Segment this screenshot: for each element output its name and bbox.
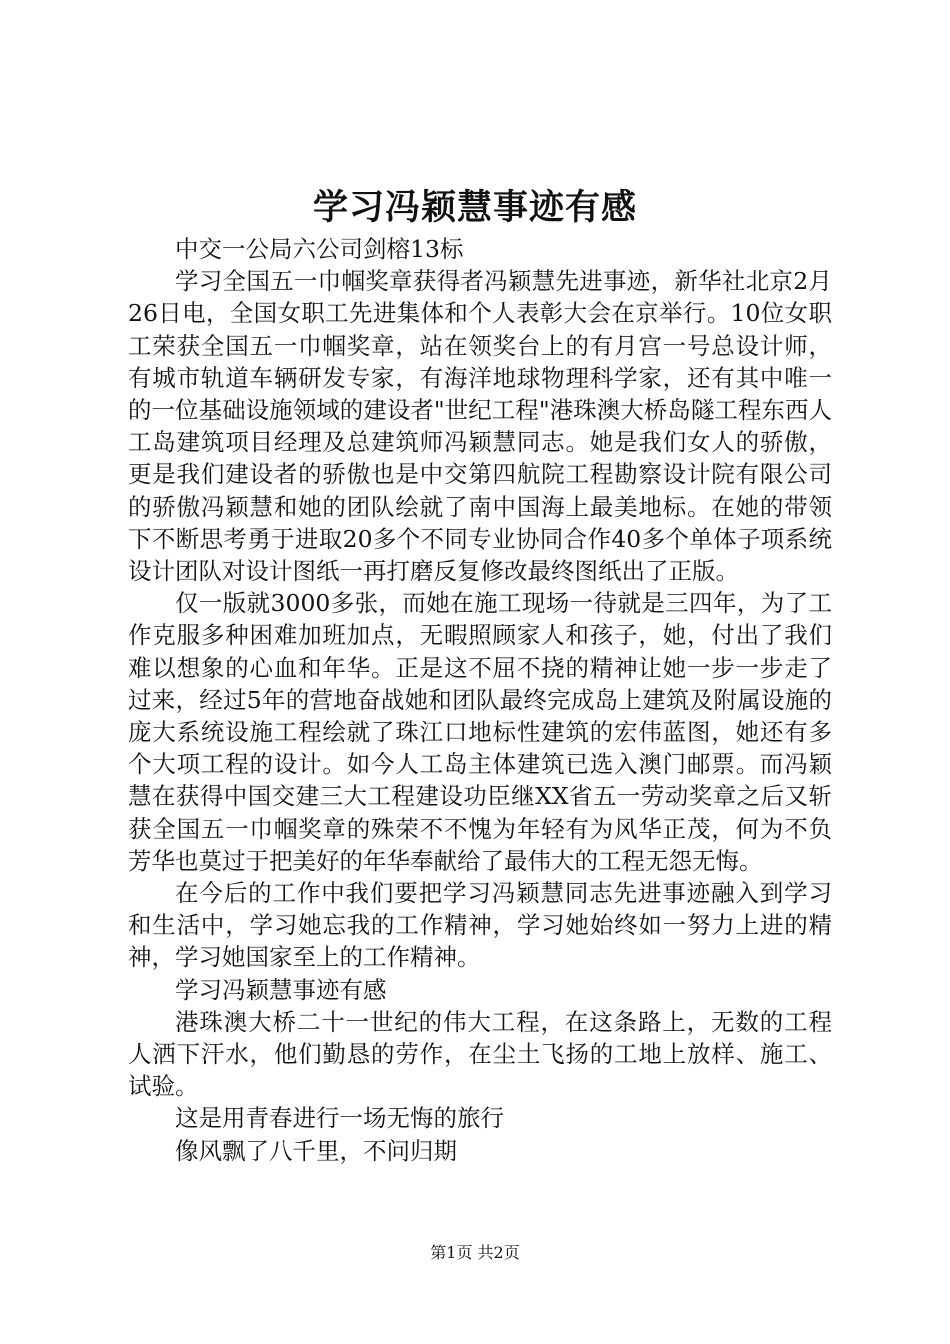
paragraph-verse: 像风飘了八千里，不问归期: [175, 1136, 457, 1165]
paragraph-verse: 这是用青春进行一场无悔的旅行: [175, 1104, 504, 1133]
paragraph-subtitle: 学习冯颖慧事迹有感: [175, 975, 387, 1004]
paragraph: 在今后的工作中我们要把学习冯颖慧同志先进事迹融入到学习和生活中，学习她忘我的工作精神，学习她始终如一努力上进的精神，学习她国家至上的工作精神。: [128, 879, 832, 972]
paragraph: 学习全国五一巾帼奖章获得者冯颖慧先进事迹，新华社北京2月26日电，全国女职工先进集体和个人表彰大会在京举行。10位女职工荣获全国五一巾帼奖章，站在领奖台上的有月宫一号总设计师，有城市轨道车辆研发专家，有海洋地球物理科学家，还有其中唯一的一位基础设施领域的建设者"世纪工程"港珠澳大桥岛隧工程东西人工岛建筑项目经理及总建筑师冯颖慧同志。她是我们女人的骄傲，更是我们建设者的骄傲也是中交第四航院工程勘察设计院有限公司的骄傲冯颖慧和她的团队绘就了南中国海上最美地标。在她的带领下不断思考勇于进取20多个不同专业协同合作40多个单体子项系统设计团队对设计图纸一再打磨反复修改最终图纸出了正版。: [128, 267, 832, 586]
paragraph: 港珠澳大桥二十一世纪的伟大工程，在这条路上，无数的工程人洒下汗水，他们勤恳的劳作，在尘土飞扬的工地上放样、施工、试验。: [128, 1007, 832, 1101]
document-body: [128, 233, 832, 1167]
page-number-footer: 第1页 共2页: [430, 1243, 520, 1262]
paragraph: 仅一版就3000多张，而她在施工现场一待就是三四年，为了工作克服多种困难加班加点，无暇照顾家人和孩子，她，付出了我们难以想象的心血和年华。正是这不屈不挠的精神让她一步一步走了过来，经过5年的营地奋战她和团队最终完成岛上建筑及附属设施的庞大系统设施工程绘就了珠江口地标性建筑的宏伟蓝图，她还有多个大项工程的设计。如今人工岛主体建筑已选入澳门邮票。而冯颖慧在获得中国交建三大工程建设功臣继XX省五一劳动奖章之后又斩获全国五一巾帼奖章的殊荣不不愧为年轻有为风华正茂，何为不负芳华也莫过于把美好的年华奉献给了最伟大的工程无怨无悔。: [128, 589, 832, 875]
paragraph-author: 中交一公局六公司剑榕13标: [175, 235, 464, 263]
document-title: 学习冯颖慧事迹有感: [312, 187, 637, 228]
